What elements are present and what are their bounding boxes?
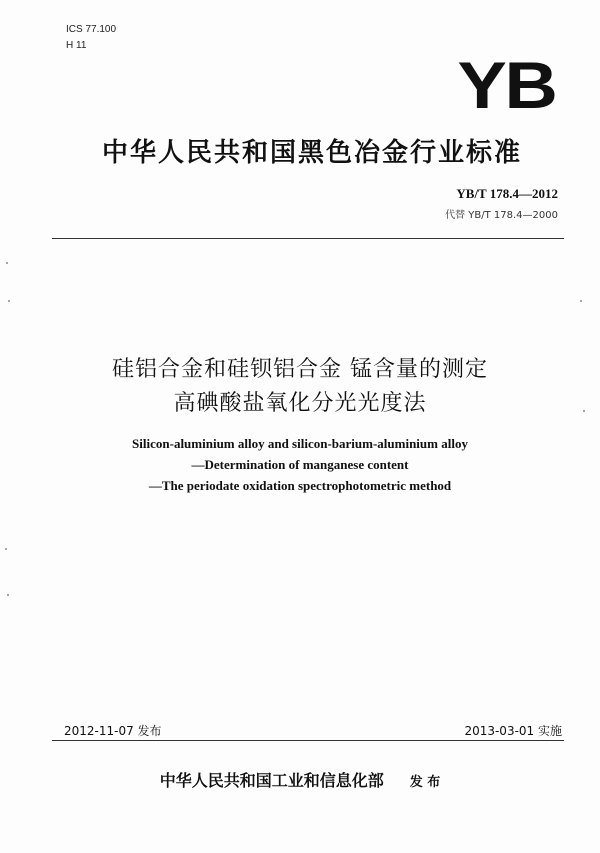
english-title-line-3: —The periodate oxidation spectrophotometric method xyxy=(148,478,452,493)
issuer-action: 发 布 xyxy=(409,775,441,790)
bottom-divider xyxy=(52,740,564,741)
replaces-standard: 代替 YB/T 178.4—2000 xyxy=(445,210,558,221)
english-title-line-1: Silicon-aluminium alloy and silicon-barium-aluminium alloy xyxy=(132,436,468,451)
issuing-authority xyxy=(0,768,600,791)
chinese-title-line-2: 高碘酸盐氧化分光光度法 xyxy=(173,391,427,416)
english-title-line-2: —Determination of manganese content xyxy=(191,457,409,472)
issue-date: 2012-11-07 发布 xyxy=(64,724,162,738)
top-divider xyxy=(52,238,564,239)
issuer-name: 中华人民共和国工业和信息化部 xyxy=(159,771,384,790)
standard-category-title: 中华人民共和国黑色冶金行业标准 xyxy=(101,138,522,168)
chinese-title-line-1: 硅铝合金和硅钡铝合金 锰含量的测定 xyxy=(112,357,488,382)
classification-codes xyxy=(66,22,116,54)
implementation-date: 2013-03-01 实施 xyxy=(464,724,562,738)
standard-number: YB/T 178.4—2012 xyxy=(456,186,558,201)
ics-code: ICS 77.100 xyxy=(66,24,117,35)
ccs-code: H 11 xyxy=(66,40,87,51)
yb-logo: YB xyxy=(457,48,556,122)
